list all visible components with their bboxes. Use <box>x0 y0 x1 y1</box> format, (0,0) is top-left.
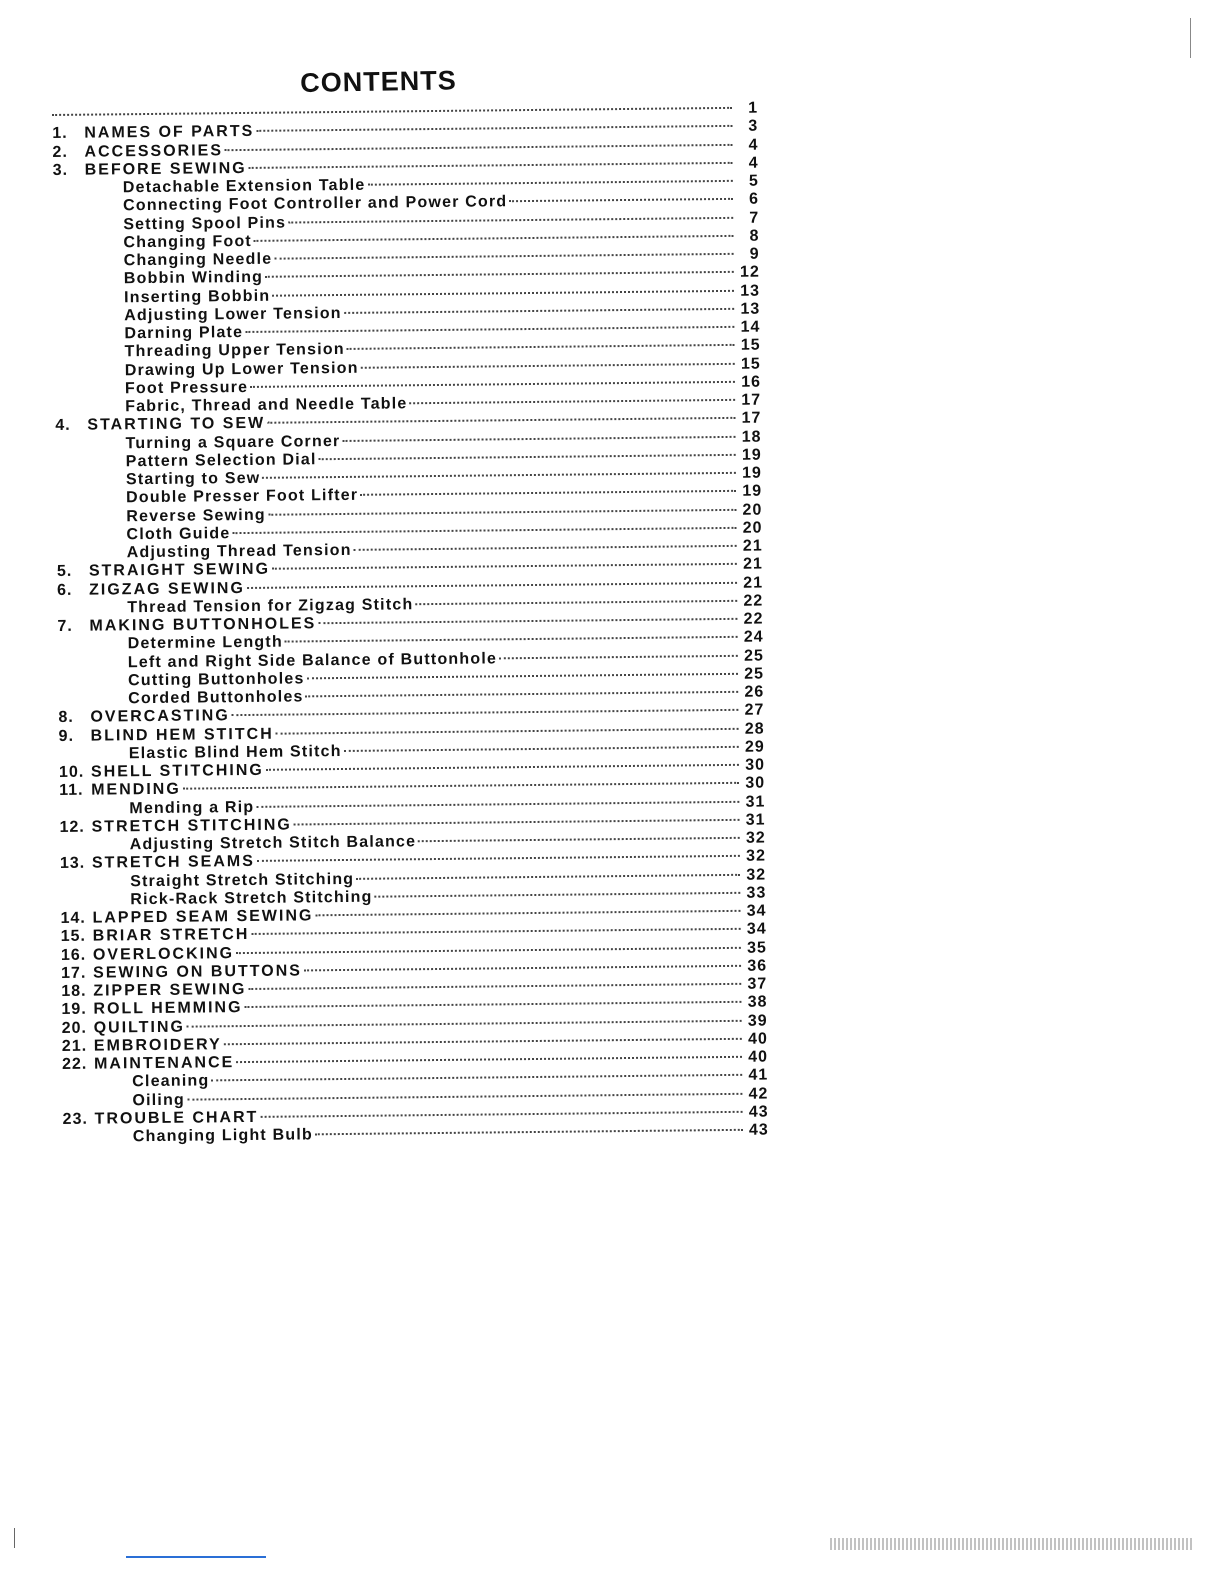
toc-page-number: 35 <box>746 939 767 957</box>
toc-entry-label: Elastic Blind Hem Stitch <box>128 742 342 762</box>
toc-entry-label: Adjusting Thread Tension <box>126 541 352 562</box>
toc-entry-number: 19. <box>61 1000 87 1019</box>
dot-leader <box>356 859 740 879</box>
dot-leader <box>305 677 738 698</box>
toc-entry-number: 8. <box>58 709 74 727</box>
toc-entry-label: Oiling <box>132 1091 186 1109</box>
dot-leader <box>344 294 735 314</box>
toc-entry-label: STRAIGHT SEWING <box>88 560 271 580</box>
toc-indent <box>54 302 124 303</box>
toc-page-number: 33 <box>746 884 767 902</box>
toc-page-number: 26 <box>744 683 765 701</box>
toc-indent <box>60 886 130 887</box>
toc-entry-label: SHELL STITCHING <box>90 761 264 781</box>
toc-entry-number: 6. <box>57 581 73 599</box>
toc-indent <box>53 192 123 193</box>
toc-entry-label: Bobbin Winding <box>123 269 264 288</box>
dot-leader <box>418 823 740 842</box>
toc-entry-label: Starting to Sew <box>125 469 261 489</box>
toc-indent <box>58 648 128 649</box>
toc-indent <box>54 247 124 248</box>
toc-page-number: 8 <box>749 227 760 245</box>
toc-page-number: 43 <box>748 1121 769 1139</box>
toc-entry-label: NAMES OF PARTS <box>84 123 255 142</box>
toc-page-number: 19 <box>742 464 762 482</box>
toc-page-number: 24 <box>743 628 764 647</box>
toc-entry-label: Corded Buttonholes <box>128 688 304 708</box>
toc-page-number: 22 <box>743 592 764 610</box>
scan-mark-bottom-left <box>14 1528 15 1548</box>
toc-indent <box>54 320 124 321</box>
toc-indent <box>54 265 124 266</box>
toc-page-number: 17 <box>741 409 762 428</box>
toc-page-number: 13 <box>740 282 761 300</box>
toc-page-number: 37 <box>747 975 768 993</box>
toc-page-number: 39 <box>747 1012 768 1030</box>
toc-page-number: 34 <box>746 902 767 920</box>
toc-entry-label: Changing Foot <box>123 232 253 252</box>
toc-entry-number: 23. <box>62 1110 88 1128</box>
toc-entry-label: TROUBLE CHART <box>94 1108 259 1128</box>
toc-entry-label: Inserting Bobbin <box>123 287 271 306</box>
toc-page-number: 40 <box>748 1048 769 1066</box>
toc-indent <box>56 521 126 522</box>
toc-entry-label: ROLL HEMMING <box>93 999 243 1018</box>
toc-entry-label: Changing Needle <box>123 250 273 270</box>
toc-entry-label: BEFORE SEWING <box>84 159 247 179</box>
toc-entry-label: QUILTING <box>93 1018 186 1037</box>
dot-leader <box>499 640 738 658</box>
toc-entry-label: STRETCH STITCHING <box>91 816 292 836</box>
toc-page-number: 25 <box>744 665 765 683</box>
toc-page-number: 21 <box>743 574 764 592</box>
toc-page-number: 5 <box>748 172 759 190</box>
toc-page-number: 42 <box>748 1085 769 1103</box>
toc-page-number: 17 <box>741 391 762 409</box>
toc-entry-label: MENDING <box>91 780 181 799</box>
toc-entry-label: Adjusting Lower Tension <box>124 304 342 325</box>
toc-entry-label: Cutting Buttonholes <box>127 670 305 689</box>
dot-leader <box>347 330 735 350</box>
toc-entry-label: Setting Spool Pins <box>123 214 287 233</box>
toc-indent <box>56 502 126 503</box>
toc-page-number: 16 <box>741 373 762 391</box>
toc-page-number: 28 <box>744 720 765 738</box>
toc-entry-label: OVERLOCKING <box>92 944 235 964</box>
dot-leader <box>374 878 740 898</box>
toc-entry-number: 22. <box>61 1055 88 1073</box>
toc-page-number: 12 <box>739 263 760 282</box>
toc-entry-number: 16. <box>60 946 87 964</box>
dot-leader <box>272 549 737 570</box>
toc-entry-number: 9. <box>58 727 75 745</box>
dot-leader <box>343 732 738 752</box>
toc-page-number: 21 <box>742 555 763 574</box>
toc-entry-label: MAINTENANCE <box>93 1054 235 1073</box>
toc-indent <box>60 904 130 905</box>
toc-page-number: 32 <box>746 847 767 866</box>
toc-page-number: 38 <box>747 993 768 1012</box>
toc-entry-label: Detachable Extension Table <box>122 176 366 197</box>
toc-page-number: 13 <box>740 300 761 318</box>
dot-leader <box>367 166 733 186</box>
dot-leader <box>276 713 739 734</box>
toc-page-number: 30 <box>745 756 766 774</box>
toc-entry-label: Mending a Rip <box>129 798 255 817</box>
toc-entry-label: Straight Stretch Stitching <box>130 870 355 890</box>
page-title: CONTENTS <box>300 65 457 98</box>
toc-entry-label: MAKING BUTTONHOLES <box>89 615 317 635</box>
toc-entry-label: Foot Pressure <box>124 378 249 398</box>
scan-bar-bottom-right <box>830 1538 1194 1550</box>
toc-indent <box>53 211 123 212</box>
toc-page-number: 19 <box>742 482 763 501</box>
toc-entry-label: SEWING ON BUTTONS <box>93 962 303 982</box>
toc-indent <box>58 685 128 686</box>
toc-page-number: 32 <box>745 829 766 847</box>
toc-page-number: 20 <box>742 501 763 519</box>
dot-leader <box>318 440 735 460</box>
toc-page-number: 4 <box>748 136 759 154</box>
toc-entry-number: 21. <box>61 1037 88 1055</box>
toc-indent <box>54 338 124 339</box>
toc-indent <box>59 813 129 814</box>
toc-indent <box>57 539 127 540</box>
toc-page-number: 4 <box>748 154 759 172</box>
toc-page-number: 14 <box>740 318 761 336</box>
toc-page-number: 22 <box>743 610 764 628</box>
toc-entry-number: 3. <box>52 161 69 179</box>
dot-leader <box>509 184 733 202</box>
toc-entry-label: Threading Upper Tension <box>124 341 345 361</box>
toc-indent <box>55 393 125 394</box>
dot-leader <box>342 421 735 441</box>
scan-mark-top-right <box>1190 18 1191 58</box>
toc-entry-label: ZIPPER SEWING <box>93 981 247 1000</box>
toc-entry-label: Turning a Square Corner <box>125 432 341 452</box>
toc-entry-number: 7. <box>57 617 73 635</box>
dot-leader <box>415 586 737 605</box>
toc-entry-label: Drawing Up Lower Tension <box>124 359 359 379</box>
toc-indent <box>62 1086 132 1087</box>
toc-entry-label: ZIGZAG SEWING <box>88 579 245 599</box>
toc-entry-number: 14. <box>60 909 86 927</box>
toc-entry-label: Double Presser Foot Lifter <box>126 487 359 507</box>
toc-page-number: 32 <box>746 866 767 884</box>
toc-entry-label: Fabric, Thread and Needle Table <box>125 395 408 416</box>
toc-page-number: 43 <box>748 1103 769 1121</box>
toc-entry-label: Rick-Rack Stretch Stitching <box>130 888 373 908</box>
toc-entry-number: 13. <box>59 854 86 873</box>
dot-leader <box>353 531 736 551</box>
toc-page-number: 18 <box>741 428 762 446</box>
toc-page-number: 41 <box>748 1066 769 1085</box>
scan-line-bottom <box>126 1556 266 1558</box>
toc-entry-number: 11. <box>59 781 84 800</box>
dot-leader <box>304 951 741 972</box>
toc-indent <box>58 703 128 704</box>
dot-leader <box>315 896 740 916</box>
toc-indent <box>59 758 129 759</box>
toc-indent <box>56 448 126 449</box>
toc-indent <box>62 1105 132 1106</box>
toc-entry-label: BLIND HEM STITCH <box>90 725 274 745</box>
toc-indent <box>56 484 126 485</box>
toc-entry-label: Connecting Foot Controller and Power Cord <box>122 193 508 215</box>
toc-indent <box>54 284 124 285</box>
toc-indent <box>55 357 125 358</box>
dot-leader <box>360 348 734 368</box>
dot-leader <box>294 805 740 826</box>
toc-page-number: 15 <box>740 355 761 373</box>
toc-page-number: 1 <box>748 99 759 117</box>
toc-entry-label: ACCESSORIES <box>84 141 224 161</box>
toc-entry-label: BRIAR STRETCH <box>92 926 250 945</box>
toc-page-number: 27 <box>744 701 765 720</box>
toc-indent <box>60 849 130 850</box>
toc-entry-label: Cleaning <box>132 1072 210 1091</box>
toc-entry-label: Changing Light Bulb <box>132 1126 314 1146</box>
toc-entry-label: STRETCH SEAMS <box>91 853 255 872</box>
toc-entry-label: Left and Right Side Balance of Buttonhole <box>127 649 498 671</box>
toc-entry-label: Determine Length <box>127 633 283 653</box>
toc-entry-label: Darning Plate <box>124 324 244 343</box>
toc-page-number: 25 <box>743 647 764 665</box>
toc-page-number: 7 <box>749 209 760 227</box>
toc-entry-label: Cloth Guide <box>126 524 231 543</box>
toc-page-number: 36 <box>747 957 768 975</box>
toc-entry-label: Thread Tension for Zigzag Stitch <box>127 595 414 616</box>
toc-page-number: 9 <box>749 245 760 263</box>
toc-entry-label: Adjusting Stretch Stitch Balance <box>129 833 417 854</box>
toc-entry-label: EMBROIDERY <box>93 1036 222 1055</box>
dot-leader <box>274 239 733 260</box>
toc-entry-label: LAPPED SEAM SEWING <box>92 907 314 927</box>
toc-entry-number: 12. <box>59 818 85 836</box>
dot-leader <box>285 622 738 643</box>
toc-indent <box>57 612 127 613</box>
toc-entry-number: 4. <box>55 417 71 435</box>
toc-page-number: 34 <box>746 920 767 939</box>
toc-page-number: 30 <box>745 774 766 793</box>
toc-page-number: 40 <box>747 1030 768 1048</box>
toc-entry-number: 10. <box>58 763 85 781</box>
toc-entry-number: 17. <box>61 964 87 982</box>
toc-indent <box>57 557 127 558</box>
toc-entry-number: 1. <box>52 125 68 143</box>
toc-entry-number: 15. <box>60 927 87 946</box>
toc-entry-number: 20. <box>61 1019 88 1037</box>
toc-page-number: 6 <box>749 190 760 208</box>
toc-entry-label: OVERCASTING <box>90 707 230 726</box>
toc-page-number: 31 <box>745 793 766 811</box>
dot-leader <box>315 1115 743 1135</box>
dot-leader <box>318 604 737 624</box>
toc-indent <box>56 466 126 467</box>
toc-indent <box>63 1141 133 1142</box>
toc-indent <box>55 411 125 412</box>
toc-page-number: 3 <box>748 117 759 135</box>
dot-leader <box>360 476 736 496</box>
toc-indent <box>53 229 123 230</box>
toc-entry-number: 18. <box>61 982 87 1000</box>
toc-entry-label: STARTING TO SEW <box>87 415 266 434</box>
toc-entry-label: Pattern Selection Dial <box>125 450 317 470</box>
toc-page-number: 31 <box>745 811 766 829</box>
table-of-contents <box>52 97 769 1145</box>
toc-entry-number: 5. <box>56 563 73 581</box>
toc-page-number: 21 <box>742 537 763 555</box>
dot-leader <box>272 275 734 296</box>
toc-page-number: 15 <box>740 336 761 355</box>
toc-indent <box>55 375 125 376</box>
toc-entry-number: 2. <box>52 143 68 161</box>
dot-leader <box>409 385 735 404</box>
toc-entry-label: Reverse Sewing <box>126 506 266 525</box>
toc-indent <box>58 667 128 668</box>
toc-page-number: 29 <box>744 738 765 756</box>
toc-page-number: 20 <box>742 519 763 537</box>
dot-leader <box>306 659 738 680</box>
toc-page-number: 19 <box>741 446 762 464</box>
dot-leader <box>288 202 733 223</box>
